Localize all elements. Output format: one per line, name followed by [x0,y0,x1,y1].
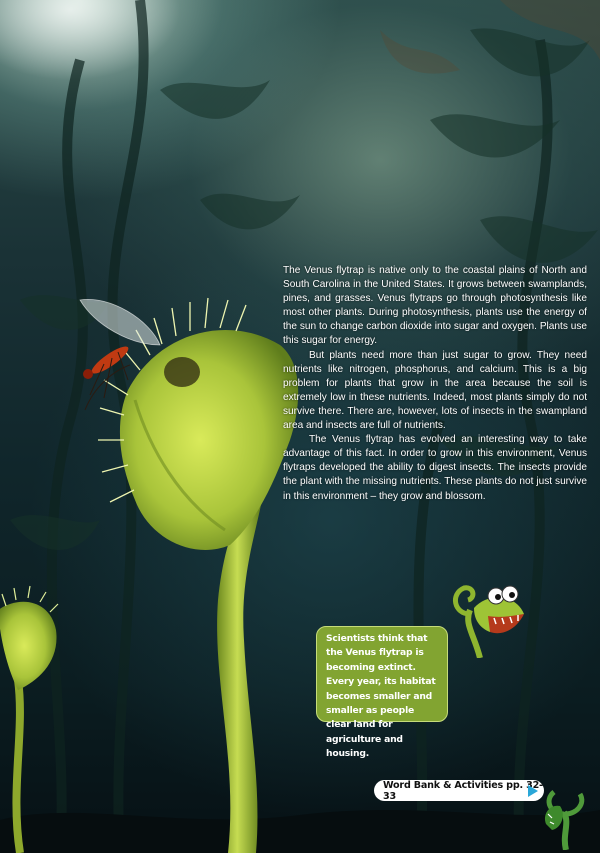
paragraph-2: But plants need more than just sugar to grow. They need nutrients like nitrogen, phosphorus, and calcium. This is a big problem for plants that grow in the area because the soil is extremely low in these nutrients. Indeed, most plants simply do not survive there. There are, however, lots of insects in the swampland area and insects are full of nutrients. [283,349,587,432]
article-text [283,264,587,504]
paragraph-3: The Venus flytrap has evolved an interesting way to take advantage of this fact. In order to grow in this environment, Venus flytraps developed the ability to digest insects. The insects provide the plant with the missing nutrients. These plants do not just survive in this environment – they grow and blossom. [283,434,587,502]
plant-monster-icon [536,784,596,850]
word-bank-label: Word Bank & Activities pp. 32-33 [383,779,543,802]
paragraph-1: The Venus flytrap is native only to the coastal plains of North and South Carolina in the United States. It grows between swamplands, pines, and grasses. Venus flytraps go through photosynthesis like most other plants. During photosynthesis, plants use the energy of the sun to change carbon dioxide into sugar and oxygen. Plants use this sugar for energy. [283,265,587,347]
fact-callout [316,626,448,760]
flytrap-mascot-icon [444,574,534,658]
callout-text: Scientists think that the Venus flytrap is becoming extinct. Every year, its habitat becomes smaller and smaller as people clear land for agriculture and housing. [326,633,436,760]
word-bank-link[interactable] [374,780,544,801]
